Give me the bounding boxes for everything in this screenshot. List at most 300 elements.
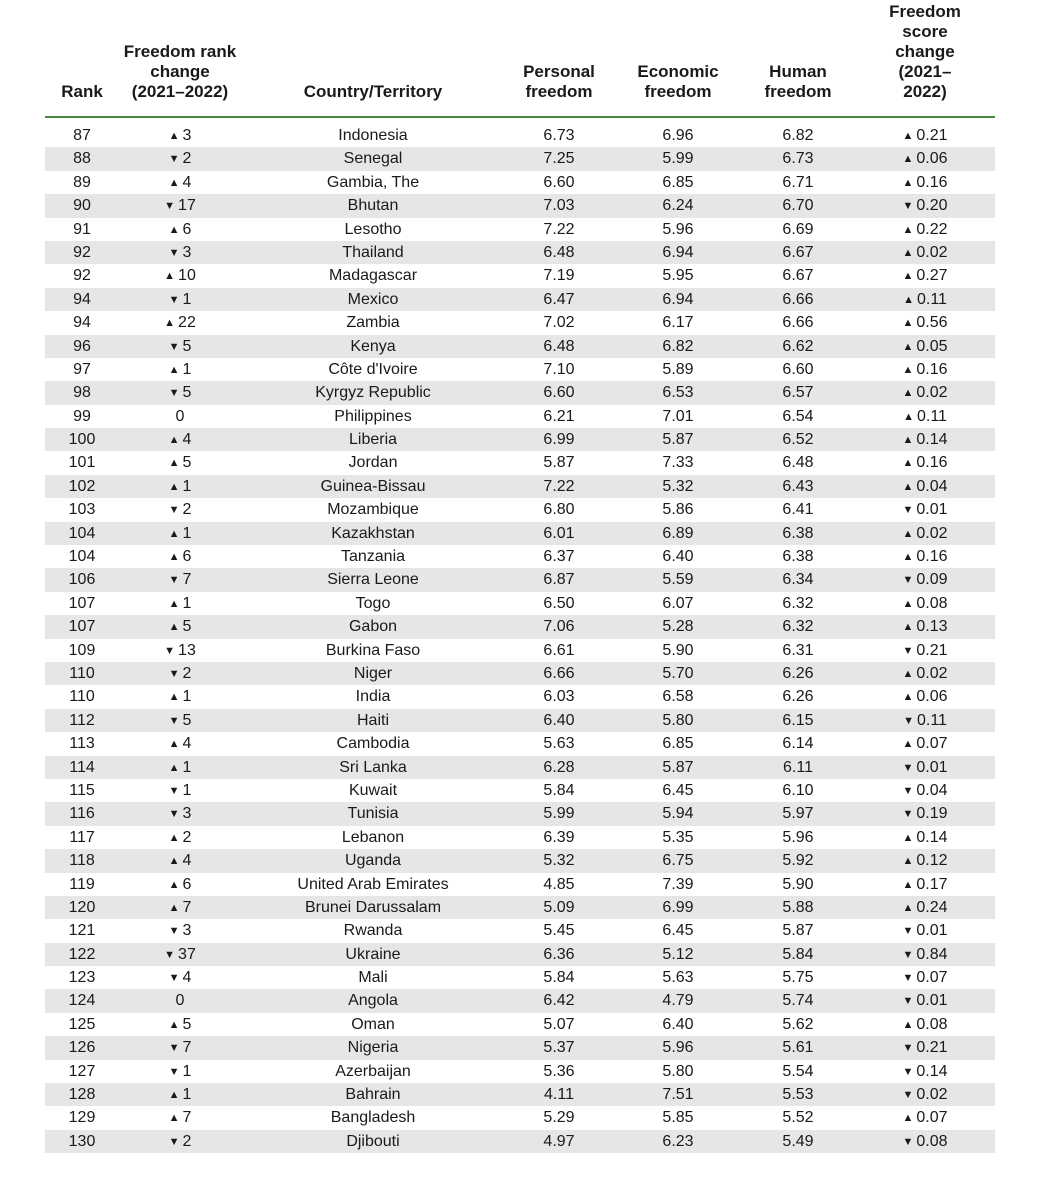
down-triangle-icon: ▼ (168, 504, 180, 517)
table-row (45, 358, 995, 381)
table-row (45, 264, 995, 287)
rank-change-cell (164, 639, 196, 663)
economic-freedom-cell: 6.82 (662, 337, 694, 355)
up-triangle-icon: ▲ (168, 527, 180, 540)
human-freedom-cell: 6.10 (782, 781, 814, 799)
score-change-cell-value: 0.08 (916, 1132, 948, 1150)
country-cell: Ukraine (345, 945, 401, 963)
rank-change-cell-value: 5 (182, 618, 192, 636)
rank-cell: 124 (68, 992, 96, 1010)
rank-change-cell (169, 568, 192, 592)
rank-change-cell-value: 4 (182, 431, 192, 449)
rank-change-cell (169, 756, 192, 780)
human-freedom-cell: 6.69 (782, 220, 814, 238)
down-triangle-icon: ▼ (168, 246, 180, 259)
rank-change-cell (169, 241, 192, 265)
personal-freedom-cell: 6.39 (543, 828, 575, 846)
up-triangle-icon: ▲ (168, 597, 180, 610)
up-triangle-icon: ▲ (902, 738, 914, 751)
personal-freedom-cell: 6.87 (543, 571, 575, 589)
human-freedom-cell: 6.32 (782, 594, 814, 612)
rank-cell: 97 (73, 360, 91, 378)
rank-change-cell (169, 1130, 192, 1154)
score-change-cell-value: 0.07 (916, 969, 948, 987)
rank-cell: 129 (68, 1109, 96, 1127)
personal-freedom-cell: 6.01 (543, 524, 575, 542)
up-triangle-icon: ▲ (168, 901, 180, 914)
up-triangle-icon: ▲ (168, 1018, 180, 1031)
down-triangle-icon: ▼ (168, 1135, 180, 1148)
country-cell: Kazakhstan (331, 524, 415, 542)
up-triangle-icon: ▲ (168, 223, 180, 236)
score-change-cell (902, 1083, 947, 1107)
rank-change-cell-value: 1 (182, 1086, 192, 1104)
rank-cell: 87 (73, 127, 91, 144)
table-row (45, 1013, 995, 1036)
personal-freedom-cell: 4.85 (543, 875, 575, 893)
score-change-cell (902, 147, 947, 171)
personal-freedom-cell: 6.21 (543, 407, 575, 425)
score-change-cell (902, 498, 947, 522)
up-triangle-icon: ▲ (902, 130, 914, 142)
score-change-cell (903, 405, 947, 429)
rank-change-cell (169, 826, 192, 850)
rank-change-cell (169, 966, 192, 990)
table-row (45, 335, 995, 358)
score-change-cell-value: 0.01 (916, 501, 948, 519)
country-cell: Madagascar (328, 267, 418, 285)
table-row (45, 522, 995, 545)
score-change-cell (902, 1036, 947, 1060)
score-change-cell (902, 358, 947, 382)
down-triangle-icon: ▼ (168, 1042, 180, 1055)
table-row (45, 498, 995, 521)
country-cell: Senegal (343, 150, 403, 168)
country-cell: Lesotho (344, 220, 402, 238)
score-change-cell-value: 0.11 (916, 711, 947, 729)
table-row (45, 802, 995, 825)
down-triangle-icon: ▼ (168, 667, 180, 680)
rank-cell: 114 (69, 758, 95, 776)
down-triangle-icon: ▼ (164, 948, 176, 961)
score-change-cell (902, 989, 947, 1013)
score-change-cell (903, 288, 947, 312)
human-freedom-cell: 6.67 (782, 243, 814, 261)
rank-change-cell (169, 592, 192, 616)
score-change-cell-value: 0.01 (916, 922, 948, 940)
rank-change-cell-value: 1 (182, 477, 192, 495)
rank-cell: 115 (69, 781, 95, 799)
score-change-cell-value: 0.21 (916, 127, 948, 144)
economic-freedom-cell: 7.01 (662, 407, 694, 425)
rank-cell: 123 (68, 969, 96, 987)
table-body (45, 124, 995, 1153)
rank-change-cell (176, 989, 185, 1012)
country-cell: Uganda (344, 852, 402, 870)
rank-cell: 125 (68, 1015, 96, 1033)
human-freedom-cell: 6.71 (782, 173, 814, 191)
human-freedom-cell: 6.11 (783, 758, 813, 776)
score-change-cell-value: 0.11 (916, 407, 947, 425)
up-triangle-icon: ▲ (168, 457, 180, 470)
score-change-cell (902, 451, 947, 475)
economic-freedom-cell: 6.23 (662, 1132, 694, 1150)
score-change-cell-value: 0.22 (916, 220, 948, 238)
rank-change-cell-value: 37 (178, 945, 196, 963)
rank-cell: 107 (68, 618, 96, 636)
score-change-cell-value: 0.06 (916, 688, 948, 706)
rank-change-cell (164, 311, 196, 335)
human-freedom-cell: 6.60 (782, 360, 814, 378)
down-triangle-icon: ▼ (902, 574, 914, 587)
rank-change-cell-value: 7 (182, 898, 192, 916)
rank-change-cell-value: 10 (178, 267, 196, 285)
table-row (45, 943, 995, 966)
score-change-cell-value: 0.21 (916, 641, 948, 659)
score-change-cell (902, 1060, 947, 1084)
human-freedom-cell: 5.88 (782, 898, 814, 916)
rank-change-cell (169, 849, 192, 873)
rank-change-cell-value: 5 (182, 454, 192, 472)
personal-freedom-cell: 6.66 (543, 664, 575, 682)
human-freedom-cell: 5.90 (782, 875, 814, 893)
personal-freedom-cell: 6.37 (543, 548, 575, 566)
table-row (45, 194, 995, 217)
rank-change-cell (169, 522, 192, 546)
rank-change-cell (169, 545, 192, 569)
up-triangle-icon: ▲ (902, 1018, 914, 1031)
table-row (45, 639, 995, 662)
score-change-cell-value: 0.14 (916, 1062, 948, 1080)
economic-freedom-cell: 5.80 (662, 1062, 694, 1080)
country-cell: Bhutan (347, 197, 399, 215)
table-row (45, 311, 995, 334)
economic-freedom-cell: 5.86 (662, 501, 694, 519)
rank-change-cell (169, 896, 192, 920)
up-triangle-icon: ▲ (902, 551, 914, 564)
rank-cell: 104 (68, 524, 96, 542)
rank-cell: 104 (68, 548, 96, 566)
up-triangle-icon: ▲ (168, 621, 180, 634)
rank-change-cell-value: 2 (182, 1132, 192, 1150)
score-change-cell-value: 0.16 (916, 173, 948, 191)
personal-freedom-cell: 7.06 (543, 618, 575, 636)
down-triangle-icon: ▼ (168, 340, 180, 353)
rank-change-cell-value: 6 (182, 548, 192, 566)
country-cell: Brunei Darussalam (304, 898, 442, 916)
rank-cell: 107 (68, 594, 96, 612)
personal-freedom-cell: 6.73 (543, 127, 575, 144)
score-change-cell-value: 0.16 (916, 548, 948, 566)
economic-freedom-cell: 6.07 (662, 594, 694, 612)
rank-change-cell-value: 3 (182, 243, 192, 261)
score-change-cell (902, 639, 947, 663)
header-rank: Rank (61, 82, 103, 101)
up-triangle-icon: ▲ (902, 831, 914, 844)
rank-change-cell-value: 2 (182, 150, 192, 168)
rank-change-cell-value: 22 (178, 314, 196, 332)
personal-freedom-cell: 5.29 (543, 1109, 575, 1127)
rank-change-cell (169, 1106, 192, 1130)
economic-freedom-cell: 6.89 (662, 524, 694, 542)
economic-freedom-cell: 6.94 (662, 290, 694, 308)
rank-change-cell-value: 5 (182, 711, 192, 729)
human-freedom-cell: 5.53 (782, 1086, 814, 1104)
rank-cell: 103 (68, 501, 96, 519)
score-change-cell-value: 0.06 (916, 150, 948, 168)
score-change-cell-value: 0.21 (916, 1039, 948, 1057)
economic-freedom-cell: 5.59 (662, 571, 694, 589)
human-freedom-cell: 6.26 (782, 688, 814, 706)
rank-change-cell (169, 335, 192, 359)
down-triangle-icon: ▼ (902, 761, 914, 774)
up-triangle-icon: ▲ (902, 855, 914, 868)
up-triangle-icon: ▲ (164, 270, 176, 283)
personal-freedom-cell: 6.61 (543, 641, 575, 659)
personal-freedom-cell: 5.09 (543, 898, 575, 916)
human-freedom-cell: 6.38 (782, 548, 814, 566)
country-cell: Bahrain (345, 1086, 401, 1104)
down-triangle-icon: ▼ (902, 995, 914, 1008)
down-triangle-icon: ▼ (902, 644, 914, 657)
economic-freedom-cell: 6.85 (662, 173, 694, 191)
score-change-cell (902, 919, 947, 943)
score-change-cell (902, 194, 947, 218)
economic-freedom-cell: 5.28 (662, 618, 694, 636)
rank-change-cell-value: 1 (182, 524, 192, 542)
economic-freedom-cell: 6.96 (662, 127, 694, 144)
country-cell: Cambodia (336, 735, 410, 753)
up-triangle-icon: ▲ (168, 363, 180, 376)
table-row (45, 545, 995, 568)
personal-freedom-cell: 5.84 (543, 781, 575, 799)
personal-freedom-cell: 7.19 (543, 267, 575, 285)
down-triangle-icon: ▼ (902, 1065, 914, 1078)
down-triangle-icon: ▼ (164, 644, 176, 657)
economic-freedom-cell: 5.35 (662, 828, 694, 846)
down-triangle-icon: ▼ (168, 1065, 180, 1078)
table-row (45, 919, 995, 942)
score-change-cell-value: 0.24 (916, 898, 948, 916)
down-triangle-icon: ▼ (902, 808, 914, 821)
country-cell: Côte d'Ivoire (328, 360, 418, 378)
rank-cell: 119 (69, 875, 95, 893)
table-row (45, 1060, 995, 1083)
up-triangle-icon: ▲ (902, 621, 914, 634)
rank-cell: 94 (73, 314, 91, 332)
rank-change-cell-value: 4 (182, 969, 192, 987)
economic-freedom-cell: 5.85 (662, 1109, 694, 1127)
rank-cell: 110 (69, 688, 95, 706)
rank-change-cell-value: 6 (182, 875, 192, 893)
personal-freedom-cell: 5.87 (543, 454, 575, 472)
economic-freedom-cell: 6.40 (662, 1015, 694, 1033)
personal-freedom-cell: 6.48 (543, 243, 575, 261)
human-freedom-cell: 6.43 (782, 477, 814, 495)
economic-freedom-cell: 5.80 (662, 711, 694, 729)
score-change-cell (902, 966, 947, 990)
score-change-cell (902, 592, 947, 616)
rank-change-cell-value: 17 (178, 197, 196, 215)
personal-freedom-cell: 5.45 (543, 922, 575, 940)
country-cell: Mozambique (327, 501, 419, 519)
table-row (45, 756, 995, 779)
score-change-cell-value: 0.12 (916, 852, 948, 870)
score-change-cell-value: 0.17 (916, 875, 948, 893)
score-change-cell-value: 0.04 (916, 781, 948, 799)
table-row (45, 826, 995, 849)
economic-freedom-cell: 5.96 (662, 220, 694, 238)
rank-cell: 100 (68, 431, 96, 449)
economic-freedom-cell: 6.94 (662, 243, 694, 261)
rank-change-cell (169, 685, 192, 709)
rank-change-cell (164, 264, 196, 288)
rank-cell: 92 (73, 267, 91, 285)
country-cell: Guinea-Bissau (320, 477, 426, 495)
score-change-cell-value: 0.05 (916, 337, 948, 355)
rank-cell: 128 (68, 1086, 96, 1104)
personal-freedom-cell: 7.22 (543, 477, 575, 495)
down-triangle-icon: ▼ (168, 925, 180, 938)
country-cell: Bangladesh (330, 1109, 416, 1127)
economic-freedom-cell: 5.32 (662, 477, 694, 495)
human-freedom-cell: 5.54 (782, 1062, 814, 1080)
country-cell: Gabon (348, 618, 398, 636)
score-change-cell (902, 1106, 947, 1130)
human-freedom-cell: 6.38 (782, 524, 814, 542)
economic-freedom-cell: 5.95 (662, 267, 694, 285)
human-freedom-cell: 6.14 (782, 735, 814, 753)
human-freedom-cell: 6.73 (782, 150, 814, 168)
rank-change-cell (169, 428, 192, 452)
score-change-cell (902, 381, 947, 405)
rank-cell: 91 (73, 220, 91, 238)
score-change-cell (902, 428, 947, 452)
score-change-cell-value: 0.01 (916, 992, 948, 1010)
economic-freedom-cell: 5.96 (662, 1039, 694, 1057)
score-change-cell-value: 0.02 (916, 524, 948, 542)
personal-freedom-cell: 4.11 (544, 1086, 574, 1104)
down-triangle-icon: ▼ (902, 972, 914, 985)
rank-cell: 92 (73, 243, 91, 261)
rank-change-cell (169, 662, 192, 686)
economic-freedom-cell: 6.17 (662, 314, 694, 332)
country-cell: Azerbaijan (335, 1062, 411, 1080)
score-change-cell-value: 0.04 (916, 477, 948, 495)
up-triangle-icon: ▲ (168, 691, 180, 704)
rank-cell: 112 (69, 711, 95, 729)
rank-change-cell (169, 615, 192, 639)
country-cell: Mexico (347, 290, 399, 308)
rank-cell: 94 (73, 290, 91, 308)
personal-freedom-cell: 6.42 (543, 992, 575, 1010)
up-triangle-icon: ▲ (168, 878, 180, 891)
rank-change-cell (169, 498, 192, 522)
country-cell: Angola (348, 992, 398, 1010)
up-triangle-icon: ▲ (168, 176, 180, 189)
freedom-rankings-table (45, 2, 995, 1153)
country-cell: Nigeria (347, 1039, 399, 1057)
country-cell: Kuwait (348, 781, 398, 799)
human-freedom-cell: 6.66 (782, 314, 814, 332)
table-row (45, 615, 995, 638)
table-row (45, 241, 995, 264)
rank-change-cell-value: 2 (182, 828, 192, 846)
up-triangle-icon: ▲ (168, 480, 180, 493)
table-row (45, 568, 995, 591)
up-triangle-icon: ▲ (902, 527, 914, 540)
table-row (45, 1036, 995, 1059)
rank-change-cell-value: 1 (182, 688, 192, 706)
table-row (45, 1106, 995, 1129)
country-cell: Kyrgyz Republic (315, 384, 431, 402)
human-freedom-cell: 5.92 (782, 852, 814, 870)
economic-freedom-cell: 6.53 (662, 384, 694, 402)
header-country: Country/Territory (303, 82, 443, 101)
rank-change-cell-value: 6 (182, 220, 192, 238)
up-triangle-icon: ▲ (903, 293, 914, 306)
up-triangle-icon: ▲ (902, 901, 914, 914)
country-cell: Philippines (334, 407, 412, 425)
up-triangle-icon: ▲ (902, 153, 914, 166)
rank-change-cell (169, 171, 192, 195)
rank-cell: 89 (73, 173, 91, 191)
up-triangle-icon: ▲ (902, 691, 914, 704)
economic-freedom-cell: 6.85 (662, 735, 694, 753)
rank-change-cell (169, 873, 192, 897)
country-cell: Thailand (342, 243, 404, 261)
up-triangle-icon: ▲ (902, 363, 914, 376)
score-change-cell (903, 709, 947, 733)
down-triangle-icon: ▼ (902, 200, 914, 213)
down-triangle-icon: ▼ (164, 200, 176, 213)
up-triangle-icon: ▲ (168, 1112, 180, 1125)
country-cell: Gambia, The (326, 173, 420, 191)
score-change-cell (902, 943, 947, 967)
down-triangle-icon: ▼ (168, 972, 180, 985)
score-change-cell-value: 0.13 (916, 618, 948, 636)
economic-freedom-cell: 6.45 (662, 922, 694, 940)
rank-change-cell-value: 3 (182, 922, 192, 940)
rank-change-cell-value: 2 (182, 501, 192, 519)
rank-cell: 88 (73, 150, 91, 168)
rank-change-cell (169, 1013, 192, 1037)
down-triangle-icon: ▼ (902, 925, 914, 938)
score-change-cell-value: 0.27 (916, 267, 948, 285)
table-row (45, 592, 995, 615)
economic-freedom-cell: 5.63 (662, 969, 694, 987)
table-row (45, 288, 995, 311)
personal-freedom-cell: 5.99 (543, 805, 575, 823)
rank-change-cell (164, 943, 196, 967)
human-freedom-cell: 5.74 (782, 992, 814, 1010)
score-change-cell (902, 1013, 947, 1037)
rank-change-cell-value: 13 (178, 641, 196, 659)
country-cell: Tanzania (340, 548, 406, 566)
up-triangle-icon: ▲ (168, 831, 180, 844)
score-change-cell-value: 0.11 (916, 290, 947, 308)
score-change-cell-value: 0.07 (916, 735, 948, 753)
country-cell: Niger (353, 664, 393, 682)
rank-cell: 96 (73, 337, 91, 355)
score-change-cell-value: 0.08 (916, 594, 948, 612)
human-freedom-cell: 6.70 (782, 197, 814, 215)
score-change-cell-value: 0.14 (916, 828, 948, 846)
score-change-cell-value: 0.16 (916, 360, 948, 378)
rank-change-cell-value: 4 (182, 173, 192, 191)
score-change-cell-value: 0.19 (916, 805, 948, 823)
table-row (45, 849, 995, 872)
